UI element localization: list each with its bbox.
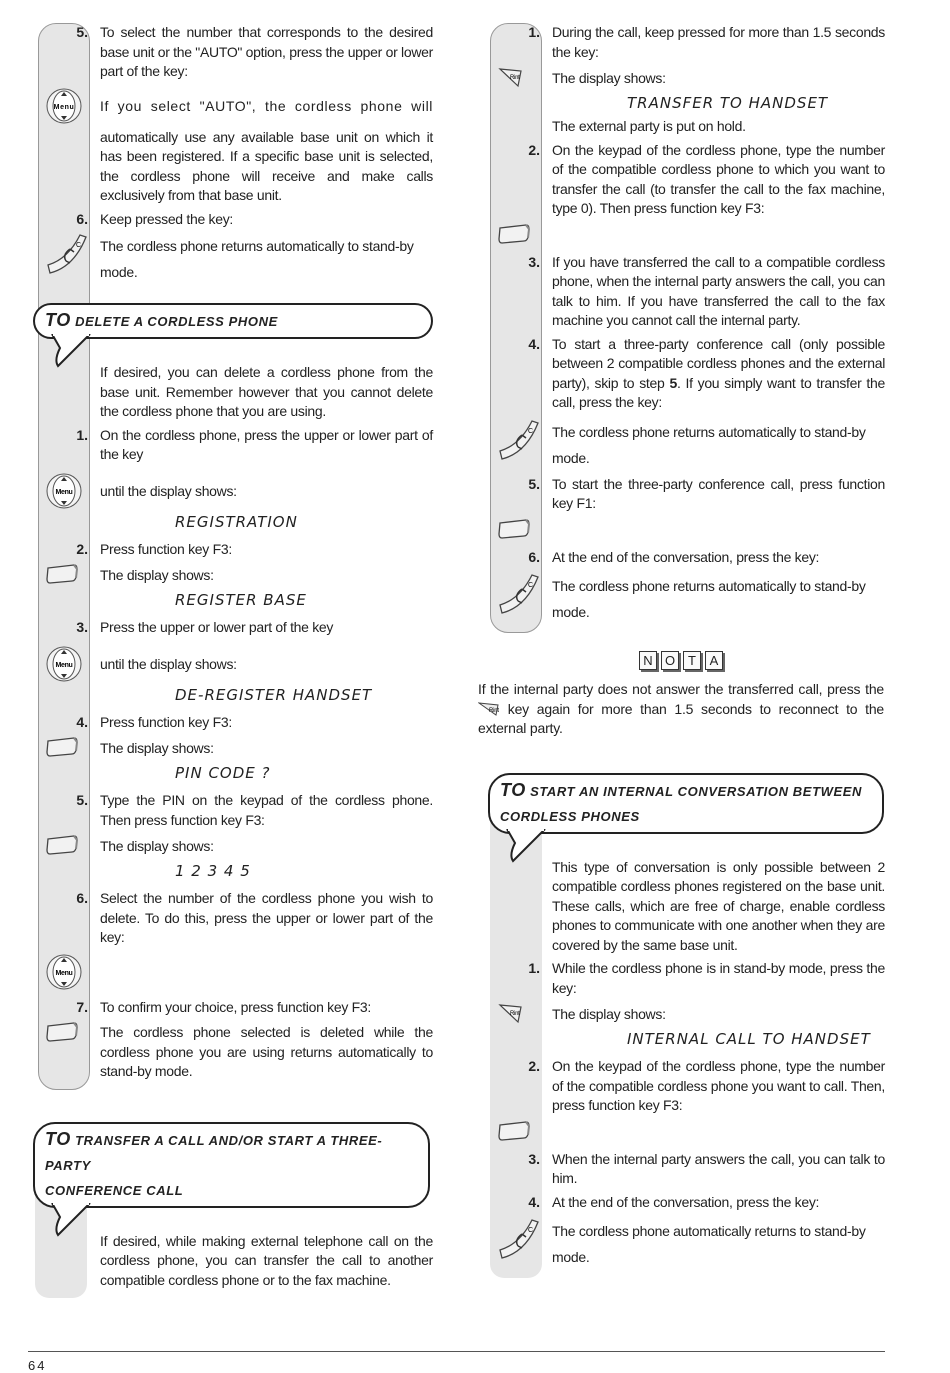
display-text: PIN CODE ? (175, 764, 271, 782)
step-text: To start the three-party conference call, press function key F1: (552, 475, 885, 511)
heading-initial: TO (45, 310, 71, 330)
step-number: 6. (528, 548, 540, 565)
nota-letter: O (661, 651, 679, 670)
svg-text:Rint: Rint (489, 707, 499, 714)
step (55, 473, 433, 509)
step-text: The display shows: (100, 567, 214, 583)
nota-letter: N (639, 651, 657, 670)
icon-row (552, 223, 885, 249)
intro (100, 363, 433, 422)
step-result (76, 233, 433, 285)
svg-text:Menu: Menu (53, 103, 75, 111)
svg-text:Menu: Menu (55, 488, 73, 496)
intro (100, 1232, 433, 1291)
step (510, 66, 885, 90)
result-text: mode. (552, 449, 590, 466)
step (76, 889, 433, 948)
svg-text:C: C (76, 242, 81, 249)
step-text: The display shows: (552, 70, 666, 86)
step-number: 3. (76, 619, 88, 635)
step-text: until the display shows: (100, 482, 237, 499)
handset-end-key-icon (498, 573, 542, 625)
step-text-part: . If you simply want to transfer the call, press the key: (552, 374, 885, 410)
step-number: 4. (528, 1193, 540, 1210)
step (76, 23, 433, 82)
step-number: 5. (76, 792, 88, 808)
step-text: On the cordless phone, press the upper or lower part of the key (100, 426, 433, 462)
step (76, 791, 433, 830)
step (528, 475, 885, 514)
step (76, 210, 433, 230)
icon-row (552, 1120, 885, 1146)
icon-row (55, 954, 433, 994)
step-text: To confirm your choice, press function key F3: (100, 998, 371, 1015)
note-text-part: If the internal party does not answer the transferred call, press the (478, 681, 884, 697)
step-text: The display shows: (100, 838, 214, 854)
step-text: The external party is put on hold. (552, 118, 746, 134)
r-int-key-icon (498, 66, 524, 95)
result-text: mode. (100, 264, 138, 280)
step-number: 2. (528, 1058, 540, 1074)
step-number: 5. (76, 24, 88, 40)
menu-navigation-key-icon (46, 954, 82, 996)
step-text: Press function key F3: (100, 713, 232, 730)
step-reference: 5 (669, 374, 677, 391)
display-text: REGISTER BASE (175, 591, 307, 609)
step (528, 141, 885, 219)
footer-rule (28, 1351, 885, 1352)
step-text: If you select "AUTO", the cordless phone will (100, 97, 433, 114)
function-key-icon (46, 563, 80, 592)
handset-end-key-icon (498, 1218, 542, 1270)
result-text: The cordless phone automatically returns to stand-by (552, 1223, 866, 1239)
function-key-icon (498, 223, 532, 251)
svg-text:C: C (528, 1227, 533, 1234)
transfer-section (38, 1122, 433, 1299)
step-text: Keep pressed the key: (100, 210, 234, 227)
speech-bubble-tail (50, 1203, 100, 1239)
heading-text: TRANSFER A CALL AND/OR START A THREE-PARTY (45, 1132, 383, 1173)
svg-text:C: C (528, 582, 533, 589)
heading-initial: TO (500, 779, 526, 800)
result-text: The cordless phone selected is deleted while the cordless phone you are using returns automatically to stand-by mode. (100, 1024, 433, 1079)
registration-section (38, 23, 433, 1090)
svg-text:Rint: Rint (510, 1011, 520, 1017)
step-number: 3. (528, 1150, 540, 1167)
note-text (478, 680, 884, 739)
step-result (528, 1218, 885, 1270)
menu-navigation-key-icon (46, 646, 82, 695)
step-text: At the end of the conversation, press the key: (552, 1193, 820, 1210)
step (528, 1057, 885, 1116)
step-text: On the keypad of the cordless phone, type the number of the compatible cordless phone to which you want to transfer the call (to transfer the call to the fax machine, type 0). Then press function key F3: (552, 141, 885, 216)
display-text: DE-REGISTER HANDSET (175, 685, 373, 704)
display-text: INTERNAL CALL TO HANDSET (627, 1030, 871, 1048)
function-key-icon (498, 1120, 532, 1148)
step (528, 1193, 885, 1213)
step-number: 1. (528, 24, 540, 40)
nota-label (478, 651, 884, 670)
step-text: until the display shows: (100, 655, 237, 672)
step (528, 335, 885, 413)
step-text: During the call, keep pressed for more than 1.5 seconds the key: (552, 24, 885, 60)
step (76, 426, 433, 465)
nota-letter: T (683, 651, 701, 670)
svg-text:Rint: Rint (510, 75, 520, 81)
icon-row (552, 518, 885, 544)
result-text: mode. (552, 1249, 590, 1265)
intro-text: If desired, while making external telephone call on the cordless phone, you can transfer the call to another compatible cordless phone or to the fax machine. (100, 1232, 433, 1288)
right-column (478, 23, 885, 1278)
step-number: 7. (76, 998, 88, 1015)
result-text: mode. (552, 604, 590, 620)
section-heading-transfer-call (33, 1122, 430, 1208)
step-text: Select the number of the cordless phone you wish to delete. To do this, press the upper or lower part of the key: (100, 890, 433, 945)
step-number: 4. (528, 335, 540, 352)
step (76, 713, 433, 733)
heading-text: CORDLESS PHONES (500, 808, 640, 824)
transfer-steps-section (490, 23, 885, 633)
heading-text: DELETE A CORDLESS PHONE (70, 314, 278, 329)
section-heading-delete-cordless-phone (33, 303, 433, 339)
menu-navigation-key-icon (46, 473, 82, 522)
step (552, 117, 885, 137)
step-text: Type the PIN on the keypad of the cordless phone. Then press function key F3: (100, 792, 433, 828)
step-text: While the cordless phone is in stand-by mode, press the key: (552, 960, 885, 996)
handset-end-key-icon (46, 233, 90, 285)
function-key-icon (46, 834, 80, 863)
note-text-part: key again for more than 1.5 seconds to reconnect to the external party. (478, 700, 884, 736)
intro (552, 858, 885, 956)
step (528, 959, 885, 998)
step (528, 23, 885, 62)
step-text: If you have transferred the call to a compatible cordless phone, when the internal party answers the call, you can talk to him. If you have transferred the call to the fax machine you cannot call the internal party. (552, 253, 885, 328)
step (510, 1002, 885, 1026)
step (528, 548, 885, 568)
step-number: 2. (76, 540, 88, 557)
step-number: 4. (76, 713, 88, 730)
step (100, 563, 433, 587)
step (528, 1150, 885, 1189)
heading-text: START AN INTERNAL CONVERSATION BETWEEN (525, 783, 863, 799)
step-number: 2. (528, 141, 540, 158)
intro-text: If desired, you can delete a cordless phone from the base unit. Remember however that you cannot delete the cordless phone that you are using. (100, 364, 433, 419)
function-key-icon (46, 736, 80, 765)
heading-initial: TO (45, 1128, 71, 1149)
step-number: 3. (528, 253, 540, 270)
step-result (100, 1021, 433, 1082)
function-key-icon (498, 518, 532, 546)
step-number: 1. (528, 960, 540, 976)
section-heading-internal-conversation (488, 773, 884, 834)
nota-letter: A (705, 651, 723, 670)
intro-text: This type of conversation is only possible between 2 compatible cordless phones registered on the base unit. These calls, which are free of charge, enable cordless phones to communicate with one another when they are covered by the same base unit. (552, 858, 885, 953)
speech-bubble-tail (50, 334, 100, 370)
step-number: 5. (528, 475, 540, 492)
handset-end-key-icon (498, 419, 542, 471)
step (100, 128, 433, 206)
step (76, 618, 433, 638)
step (76, 998, 433, 1018)
step-text: To select the number that corresponds to the desired base unit or the "AUTO" option, press the upper or lower part of the key: (100, 24, 433, 79)
r-int-key-icon (478, 701, 500, 717)
left-column (38, 23, 433, 1298)
step-number: 1. (76, 426, 88, 443)
display-text: 1 2 3 4 5 (175, 862, 251, 880)
step (55, 646, 433, 682)
speech-bubble-tail (505, 829, 555, 865)
heading-text: CONFERENCE CALL (45, 1182, 184, 1198)
step-text: On the keypad of the cordless phone, type the number of the compatible cordless phone you want to call. Then, press function key F3: (552, 1058, 885, 1113)
result-text: The cordless phone returns automatically to stand-by (100, 238, 414, 254)
step-number: 6. (76, 210, 88, 227)
svg-text:Menu: Menu (55, 661, 73, 669)
step-text: automatically use any available base unit on which it has been registered. If a specific base unit is selected, the cordless phone will receive and make calls exclusively from that base unit. (100, 128, 433, 203)
step-result (528, 419, 885, 471)
step-text: Press the upper or lower part of the key (100, 619, 334, 635)
result-text: The cordless phone returns automatically to stand-by (552, 578, 866, 594)
internal-call-section (490, 773, 885, 1279)
step-text-part: To start a three-party conference call (only possible between 2 compatible cordless phones and the external party), skip to step (552, 335, 885, 391)
step-number: 6. (76, 890, 88, 906)
page-number: 64 (28, 1358, 47, 1373)
svg-text:C: C (528, 427, 533, 435)
step-result (528, 573, 885, 625)
step-text: At the end of the conversation, press the key: (552, 548, 820, 565)
step-text: The display shows: (552, 1006, 666, 1022)
step-text: Press function key F3: (100, 540, 232, 557)
step-text: The display shows: (100, 740, 214, 756)
step (53, 88, 433, 124)
step (76, 540, 433, 560)
result-text: The cordless phone returns automatically to stand-by (552, 423, 866, 440)
display-text: REGISTRATION (175, 512, 298, 531)
step (100, 834, 433, 858)
menu-navigation-key-icon (46, 88, 82, 137)
svg-text:Menu: Menu (55, 969, 73, 977)
r-int-key-icon (498, 1002, 524, 1031)
step (528, 253, 885, 331)
display-text: TRANSFER TO HANDSET (627, 94, 829, 112)
step-text: When the internal party answers the call, you can talk to him. (552, 1150, 885, 1186)
step (100, 736, 433, 760)
function-key-icon (46, 1021, 80, 1049)
